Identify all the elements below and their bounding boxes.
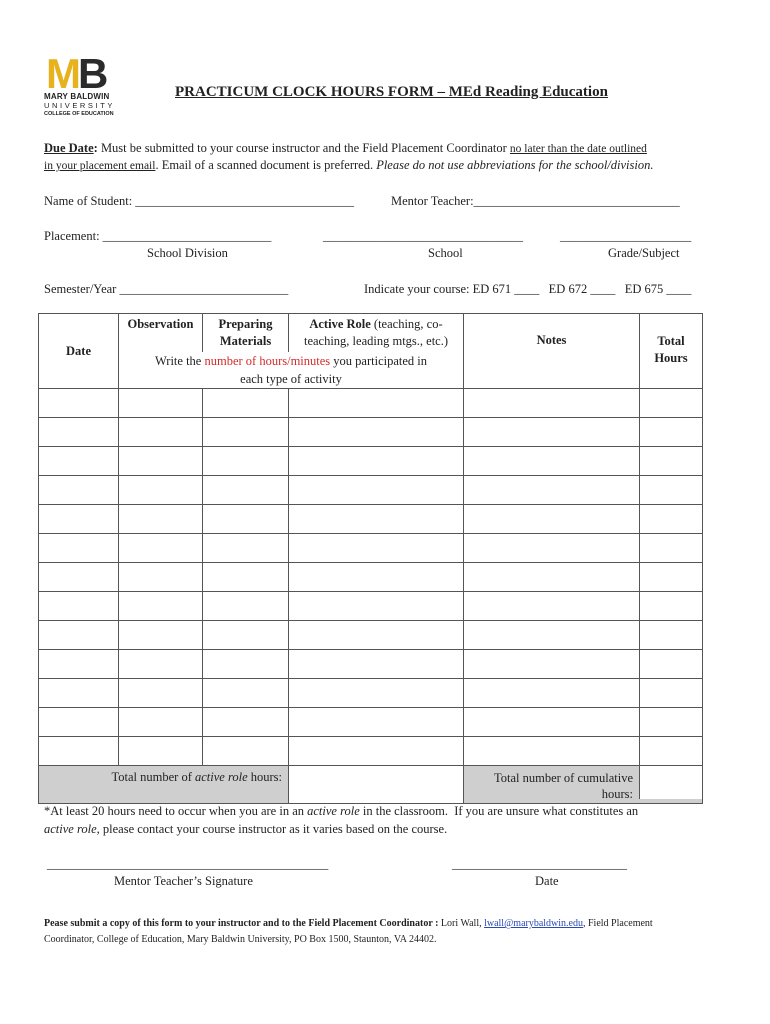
totals-row bbox=[39, 766, 703, 804]
date-cell[interactable] bbox=[39, 447, 119, 476]
note-text-3: please contact your course instructor as it varies based on the course. bbox=[99, 822, 448, 836]
active-role-cell[interactable] bbox=[289, 679, 464, 708]
notes-cell[interactable] bbox=[464, 389, 640, 418]
notes-cell[interactable] bbox=[464, 563, 640, 592]
observation-header-text: Observation bbox=[127, 317, 194, 331]
observation-cell[interactable] bbox=[119, 476, 203, 505]
date-cell[interactable] bbox=[39, 621, 119, 650]
total-cell[interactable] bbox=[640, 389, 703, 418]
note-text-2: in the classroom. If you are unsure what constitutes an bbox=[359, 804, 639, 818]
table-row[interactable] bbox=[39, 737, 703, 766]
placement-grade-field[interactable]: _____________________ bbox=[560, 229, 692, 243]
active-role-cell[interactable] bbox=[289, 476, 464, 505]
instruction-text-3: each type of activity bbox=[240, 372, 342, 386]
total-cell[interactable] bbox=[640, 563, 703, 592]
preparing-cell[interactable] bbox=[203, 447, 289, 476]
preparing-cell[interactable] bbox=[203, 708, 289, 737]
grade-subject-label: Grade/Subject bbox=[608, 246, 680, 260]
notes-cell[interactable] bbox=[464, 505, 640, 534]
notes-cell[interactable] bbox=[464, 737, 640, 766]
active-role-cell[interactable] bbox=[289, 592, 464, 621]
preparing-cell[interactable] bbox=[203, 737, 289, 766]
date-cell[interactable] bbox=[39, 563, 119, 592]
placement-school-field[interactable]: ________________________________ bbox=[323, 229, 523, 243]
placement-division-field[interactable]: Placement: ___________________________ bbox=[44, 229, 272, 243]
active-role-cell[interactable] bbox=[289, 708, 464, 737]
total-cell[interactable] bbox=[640, 737, 703, 766]
active-role-header bbox=[289, 314, 464, 353]
table-row[interactable] bbox=[39, 650, 703, 679]
table-row[interactable] bbox=[39, 708, 703, 737]
logo-line-1: MARY BALDWIN bbox=[44, 92, 110, 101]
notes-cell[interactable] bbox=[464, 592, 640, 621]
total-cell[interactable] bbox=[640, 621, 703, 650]
active-role-header-line-2: teaching, leading mtgs., etc.) bbox=[303, 334, 449, 348]
notes-cell[interactable] bbox=[464, 679, 640, 708]
total-cell[interactable] bbox=[640, 679, 703, 708]
notes-cell[interactable] bbox=[464, 650, 640, 679]
active-role-header-rest: (teaching, co- bbox=[370, 317, 443, 331]
total-cum-text-1: Total number of cumulative bbox=[493, 771, 633, 785]
notes-cell[interactable] bbox=[464, 621, 640, 650]
notes-cell[interactable] bbox=[464, 534, 640, 563]
observation-cell[interactable] bbox=[119, 389, 203, 418]
hours-instruction bbox=[119, 352, 464, 389]
total-cell[interactable] bbox=[640, 650, 703, 679]
preparing-cell[interactable] bbox=[203, 476, 289, 505]
active-role-cell[interactable] bbox=[289, 418, 464, 447]
observation-cell[interactable] bbox=[119, 592, 203, 621]
preparing-header-text-1: Preparing bbox=[218, 317, 273, 331]
preparing-cell[interactable] bbox=[203, 650, 289, 679]
table-row[interactable] bbox=[39, 621, 703, 650]
course-selection-field[interactable]: Indicate your course: ED 671 ____ ED 672 ____ ED 675 ____ bbox=[364, 282, 692, 296]
note-italic-1: active role bbox=[307, 804, 360, 818]
footer-bold: Pease submit a copy of this form to your instructor and to the Field Placement Coordinator : bbox=[44, 918, 439, 929]
active-role-header-bold: Active Role bbox=[309, 317, 371, 331]
semester-year-field[interactable]: Semester/Year ___________________________ bbox=[44, 282, 289, 296]
table-row[interactable] bbox=[39, 447, 703, 476]
total-cell[interactable] bbox=[640, 708, 703, 737]
cumulative-hours-area bbox=[464, 766, 703, 804]
observation-cell[interactable] bbox=[119, 708, 203, 737]
active-role-cell[interactable] bbox=[289, 621, 464, 650]
observation-cell[interactable] bbox=[119, 621, 203, 650]
total-cell[interactable] bbox=[640, 505, 703, 534]
total-hours-header bbox=[640, 314, 703, 389]
school-label: School bbox=[428, 246, 463, 260]
date-cell[interactable] bbox=[39, 737, 119, 766]
due-date-line-2 bbox=[44, 158, 654, 173]
date-cell[interactable] bbox=[39, 708, 119, 737]
date-header-text: Date bbox=[66, 343, 91, 358]
total-header-text-1: Total bbox=[657, 334, 685, 348]
total-active-italic: active role bbox=[194, 770, 248, 784]
active-role-cell[interactable] bbox=[289, 389, 464, 418]
active-role-cell[interactable] bbox=[289, 447, 464, 476]
total-active-role-label bbox=[39, 766, 289, 804]
active-role-cell[interactable] bbox=[289, 563, 464, 592]
preparing-cell[interactable] bbox=[203, 563, 289, 592]
date-header bbox=[39, 314, 119, 389]
date-cell[interactable] bbox=[39, 534, 119, 563]
active-role-cell[interactable] bbox=[289, 534, 464, 563]
notes-header-text: Notes bbox=[536, 333, 567, 347]
logo-b: B bbox=[78, 50, 106, 97]
date-cell[interactable] bbox=[39, 505, 119, 534]
preparing-cell[interactable] bbox=[203, 679, 289, 708]
table-row[interactable] bbox=[39, 418, 703, 447]
table-header-row bbox=[39, 314, 703, 353]
footer-line-1 bbox=[44, 918, 653, 929]
observation-cell[interactable] bbox=[119, 447, 203, 476]
preparing-cell[interactable] bbox=[203, 505, 289, 534]
table-row[interactable] bbox=[39, 592, 703, 621]
total-cum-text-2: hours: bbox=[601, 787, 633, 801]
observation-cell[interactable] bbox=[119, 534, 203, 563]
mentor-signature-label: Mentor Teacher’s Signature bbox=[114, 874, 253, 888]
table-row[interactable] bbox=[39, 563, 703, 592]
due-date-text: Must be submitted to your course instructor and the Field Placement Coordinator bbox=[97, 141, 510, 155]
student-name-field[interactable]: Name of Student: ___________________________________ bbox=[44, 194, 355, 208]
total-cumulative-label bbox=[464, 766, 640, 799]
school-division-label: School Division bbox=[147, 246, 228, 260]
table-row[interactable] bbox=[39, 476, 703, 505]
active-role-cell[interactable] bbox=[289, 737, 464, 766]
observation-cell[interactable] bbox=[119, 505, 203, 534]
due-date-deadline: no later than the date outlined bbox=[509, 143, 647, 155]
preparing-materials-header bbox=[203, 314, 289, 353]
logo-line-2: UNIVERSITY bbox=[44, 101, 116, 110]
observation-cell[interactable] bbox=[119, 650, 203, 679]
mentor-teacher-field[interactable]: Mentor Teacher:_________________________________ bbox=[391, 194, 680, 208]
observation-cell[interactable] bbox=[119, 737, 203, 766]
active-role-note-line-1 bbox=[44, 804, 638, 819]
table-row[interactable] bbox=[39, 505, 703, 534]
instruction-hours-highlight: number of hours/minutes bbox=[204, 354, 331, 368]
table-row[interactable] bbox=[39, 679, 703, 708]
total-active-role-value[interactable] bbox=[289, 766, 464, 804]
total-active-text-b: hours: bbox=[247, 770, 282, 784]
date-cell[interactable] bbox=[39, 476, 119, 505]
notes-cell[interactable] bbox=[464, 708, 640, 737]
due-date-colon: : bbox=[93, 141, 98, 155]
observation-header bbox=[119, 314, 203, 353]
date-cell[interactable] bbox=[39, 418, 119, 447]
university-logo bbox=[44, 50, 116, 124]
preparing-cell[interactable] bbox=[203, 418, 289, 447]
active-role-cell[interactable] bbox=[289, 505, 464, 534]
total-cell[interactable] bbox=[640, 447, 703, 476]
table-row[interactable] bbox=[39, 534, 703, 563]
notes-cell[interactable] bbox=[464, 476, 640, 505]
notes-cell[interactable] bbox=[464, 447, 640, 476]
total-cell[interactable] bbox=[640, 534, 703, 563]
total-header-text-2: Hours bbox=[654, 351, 688, 365]
signature-date-label: Date bbox=[535, 874, 559, 888]
coordinator-email-link[interactable]: lwall@marybaldwin.edu bbox=[484, 918, 583, 929]
total-cell[interactable] bbox=[640, 476, 703, 505]
due-date-line-1 bbox=[44, 141, 647, 156]
instruction-text-1: Write the bbox=[154, 354, 205, 368]
footer-line-2: Coordinator, College of Education, Mary Baldwin University, PO Box 1500, Staunton, VA 24402. bbox=[44, 934, 437, 945]
footer-contact: Lori Wall, bbox=[438, 918, 485, 929]
note-italic-2: active role, bbox=[44, 822, 100, 836]
date-cell[interactable] bbox=[39, 592, 119, 621]
preparing-cell[interactable] bbox=[203, 621, 289, 650]
due-date-email: in your placement email bbox=[44, 160, 156, 172]
due-date-scan-text: . Email of a scanned document is preferred. bbox=[155, 158, 377, 172]
preparing-header-text-2: Materials bbox=[219, 334, 272, 348]
clock-hours-table bbox=[38, 313, 703, 804]
active-role-cell[interactable] bbox=[289, 650, 464, 679]
note-text-1: *At least 20 hours need to occur when you are in an bbox=[44, 804, 308, 818]
date-cell[interactable] bbox=[39, 650, 119, 679]
mentor-signature-line[interactable]: _____________________________________________ bbox=[47, 857, 329, 871]
total-cell[interactable] bbox=[640, 592, 703, 621]
logo-m: M bbox=[46, 50, 78, 97]
instruction-text-2: you participated in bbox=[330, 354, 428, 368]
due-date-abbrev-note: Please do not use abbreviations for the school/division. bbox=[376, 158, 654, 172]
date-cell[interactable] bbox=[39, 389, 119, 418]
observation-cell[interactable] bbox=[119, 679, 203, 708]
preparing-cell[interactable] bbox=[203, 592, 289, 621]
signature-date-line[interactable]: ____________________________ bbox=[452, 857, 627, 871]
total-cumulative-value[interactable] bbox=[640, 766, 702, 799]
footer-text-2: , Field Placement bbox=[583, 918, 653, 929]
preparing-cell[interactable] bbox=[203, 534, 289, 563]
due-date-label: Due Date bbox=[44, 141, 94, 155]
total-cell[interactable] bbox=[640, 418, 703, 447]
table-row[interactable] bbox=[39, 389, 703, 418]
preparing-cell[interactable] bbox=[203, 389, 289, 418]
active-role-note-line-2 bbox=[44, 822, 447, 837]
notes-cell[interactable] bbox=[464, 418, 640, 447]
total-active-text-a: Total number of bbox=[111, 770, 195, 784]
form-title: PRACTICUM CLOCK HOURS FORM – MEd Reading Education bbox=[175, 84, 608, 100]
date-cell[interactable] bbox=[39, 679, 119, 708]
observation-cell[interactable] bbox=[119, 418, 203, 447]
observation-cell[interactable] bbox=[119, 563, 203, 592]
logo-line-3: COLLEGE OF EDUCATION bbox=[44, 111, 114, 117]
notes-header bbox=[464, 314, 640, 389]
